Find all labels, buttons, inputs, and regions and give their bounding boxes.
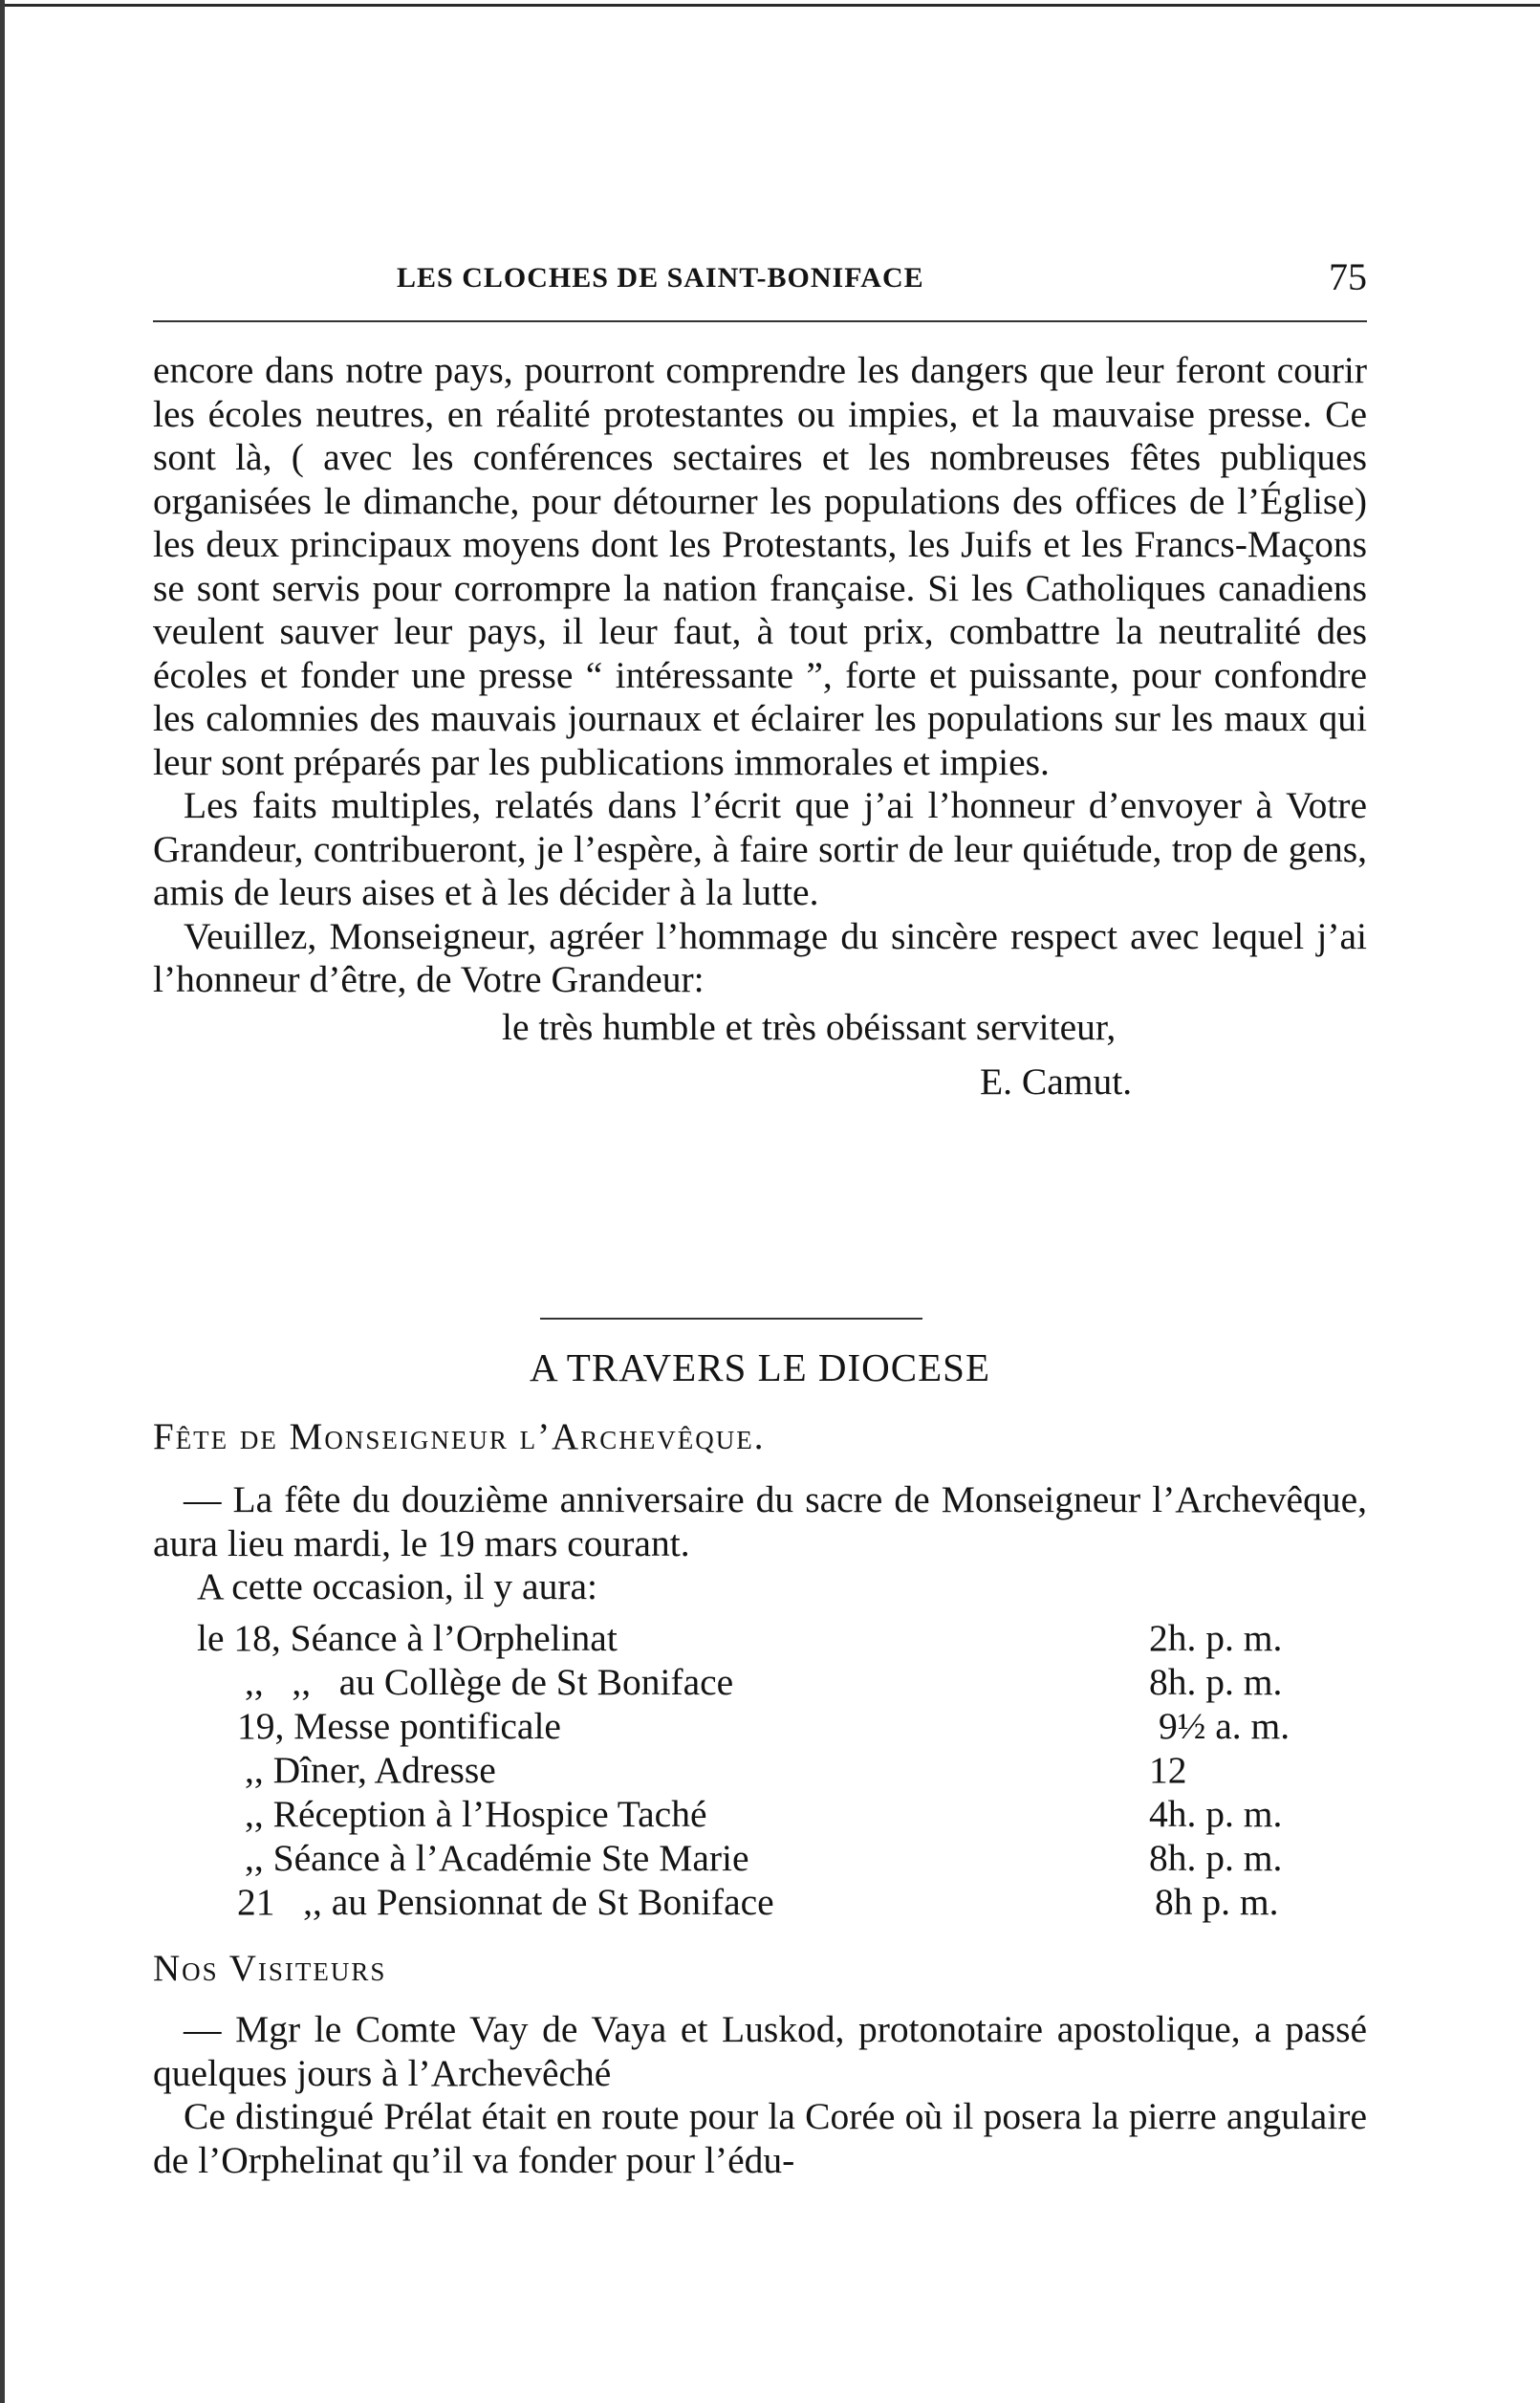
schedule-row — [153, 1660, 1367, 1704]
feast-announcement — [153, 1478, 1367, 1609]
scan-top-edge — [0, 4, 1540, 7]
section-title: A TRAVERS LE DIOCESE — [529, 1345, 991, 1389]
schedule-time: 8h. p. m. — [1149, 1837, 1283, 1879]
letter-paragraph-2: Les faits multiples, relatés dans l’écrit que j’ai l’honneur d’envoyer à Votre Grandeur, contribueront, je l’espère, à faire sortir de leur quiétude, trop de gens, amis de leurs aises et à les décider à la lutte. — [153, 784, 1367, 913]
page-number: 75 — [1329, 255, 1367, 298]
letter-paragraph-1: encore dans notre pays, pourront comprendre les dangers que leur feront courir les écoles neutres, en réalité protestantes ou impies, et la mauvaise presse. Ce sont là, ( avec les conférences sectaires et les nombreuses fêtes publiques organisées le dimanche, pour détourner les populations des offices de l’Église) les deux principaux moyens dont les Protestants, les Juifs et les Francs-Maçons se sont servis pour corrompre la nation française. Si les Catholiques canadiens veulent sauver leur pays, il leur faut, à tout prix, combattre la neutralité des écoles et fonder une presse “ intéressante ”, forte et puissante, pour confondre les calomnies des mauvais journaux et éclairer les populations sur les maux qui leur sont préparés par les publications immorales et impies. — [153, 349, 1367, 783]
visitors-paragraph-2: Ce distingué Prélat était en route pour la Corée où il posera la pierre angulaire de l’Orphelinat qu’il va fonder pour l’édu- — [153, 2095, 1367, 2181]
scan-left-edge — [0, 0, 5, 2403]
running-header — [153, 249, 1367, 306]
schedule-row — [153, 1704, 1367, 1748]
schedule-event: ,, ,, au Collège de St Boniface — [245, 1661, 734, 1703]
schedule-event: 19, Messe pontificale — [237, 1705, 561, 1747]
feast-schedule — [153, 1616, 1367, 1924]
schedule-time: 2h. p. m. — [1149, 1617, 1283, 1659]
schedule-time: 8h. p. m. — [1149, 1661, 1283, 1703]
letter-signature: E. Camut. — [980, 1060, 1133, 1103]
running-title: LES CLOCHES DE SAINT-BONIFACE — [397, 262, 924, 294]
schedule-row — [153, 1616, 1367, 1660]
header-rule — [153, 320, 1367, 322]
schedule-time: 9½ a. m. — [1159, 1705, 1291, 1747]
letter-closing: le très humble et très obéissant serviteur, — [502, 1005, 1117, 1048]
feast-heading: Fête de Monseigneur l’Archevêque. — [153, 1416, 766, 1457]
schedule-event: ,, Réception à l’Hospice Taché — [245, 1793, 707, 1835]
letter-paragraph-3: Veuillez, Monseigneur, agréer l’hommage du sincère respect avec lequel j’ai l’honneur d’être, de Votre Grandeur: — [153, 914, 1367, 1000]
schedule-event: le 18, Séance à l’Orphelinat — [197, 1617, 618, 1659]
schedule-time: 8h p. m. — [1155, 1881, 1279, 1923]
visitors-heading: Nos Visiteurs — [153, 1948, 387, 1989]
schedule-row — [153, 1880, 1367, 1924]
schedule-event: ,, Séance à l’Académie Ste Marie — [245, 1837, 749, 1879]
schedule-row — [153, 1792, 1367, 1836]
visitors-paragraph-1: — Mgr le Comte Vay de Vaya et Luskod, protonotaire apostolique, a passé quelques jours à l’Archevêché — [153, 2008, 1367, 2094]
feast-occasion: A cette occasion, il y aura: — [197, 1565, 597, 1607]
schedule-time: 12 — [1149, 1749, 1187, 1791]
schedule-event: 21 ,, au Pensionnat de St Boniface — [237, 1881, 774, 1923]
schedule-time: 4h. p. m. — [1149, 1793, 1283, 1835]
schedule-row — [153, 1748, 1367, 1792]
schedule-event: ,, Dîner, Adresse — [245, 1749, 496, 1791]
section-divider — [540, 1318, 922, 1320]
schedule-row — [153, 1836, 1367, 1880]
visitors-text — [153, 2008, 1367, 2182]
feast-intro: — La fête du douzième anniversaire du sacre de Monseigneur l’Archevêque, aura lieu mardi, le 19 mars courant. — [153, 1478, 1367, 1564]
letter-text — [153, 349, 1367, 1111]
